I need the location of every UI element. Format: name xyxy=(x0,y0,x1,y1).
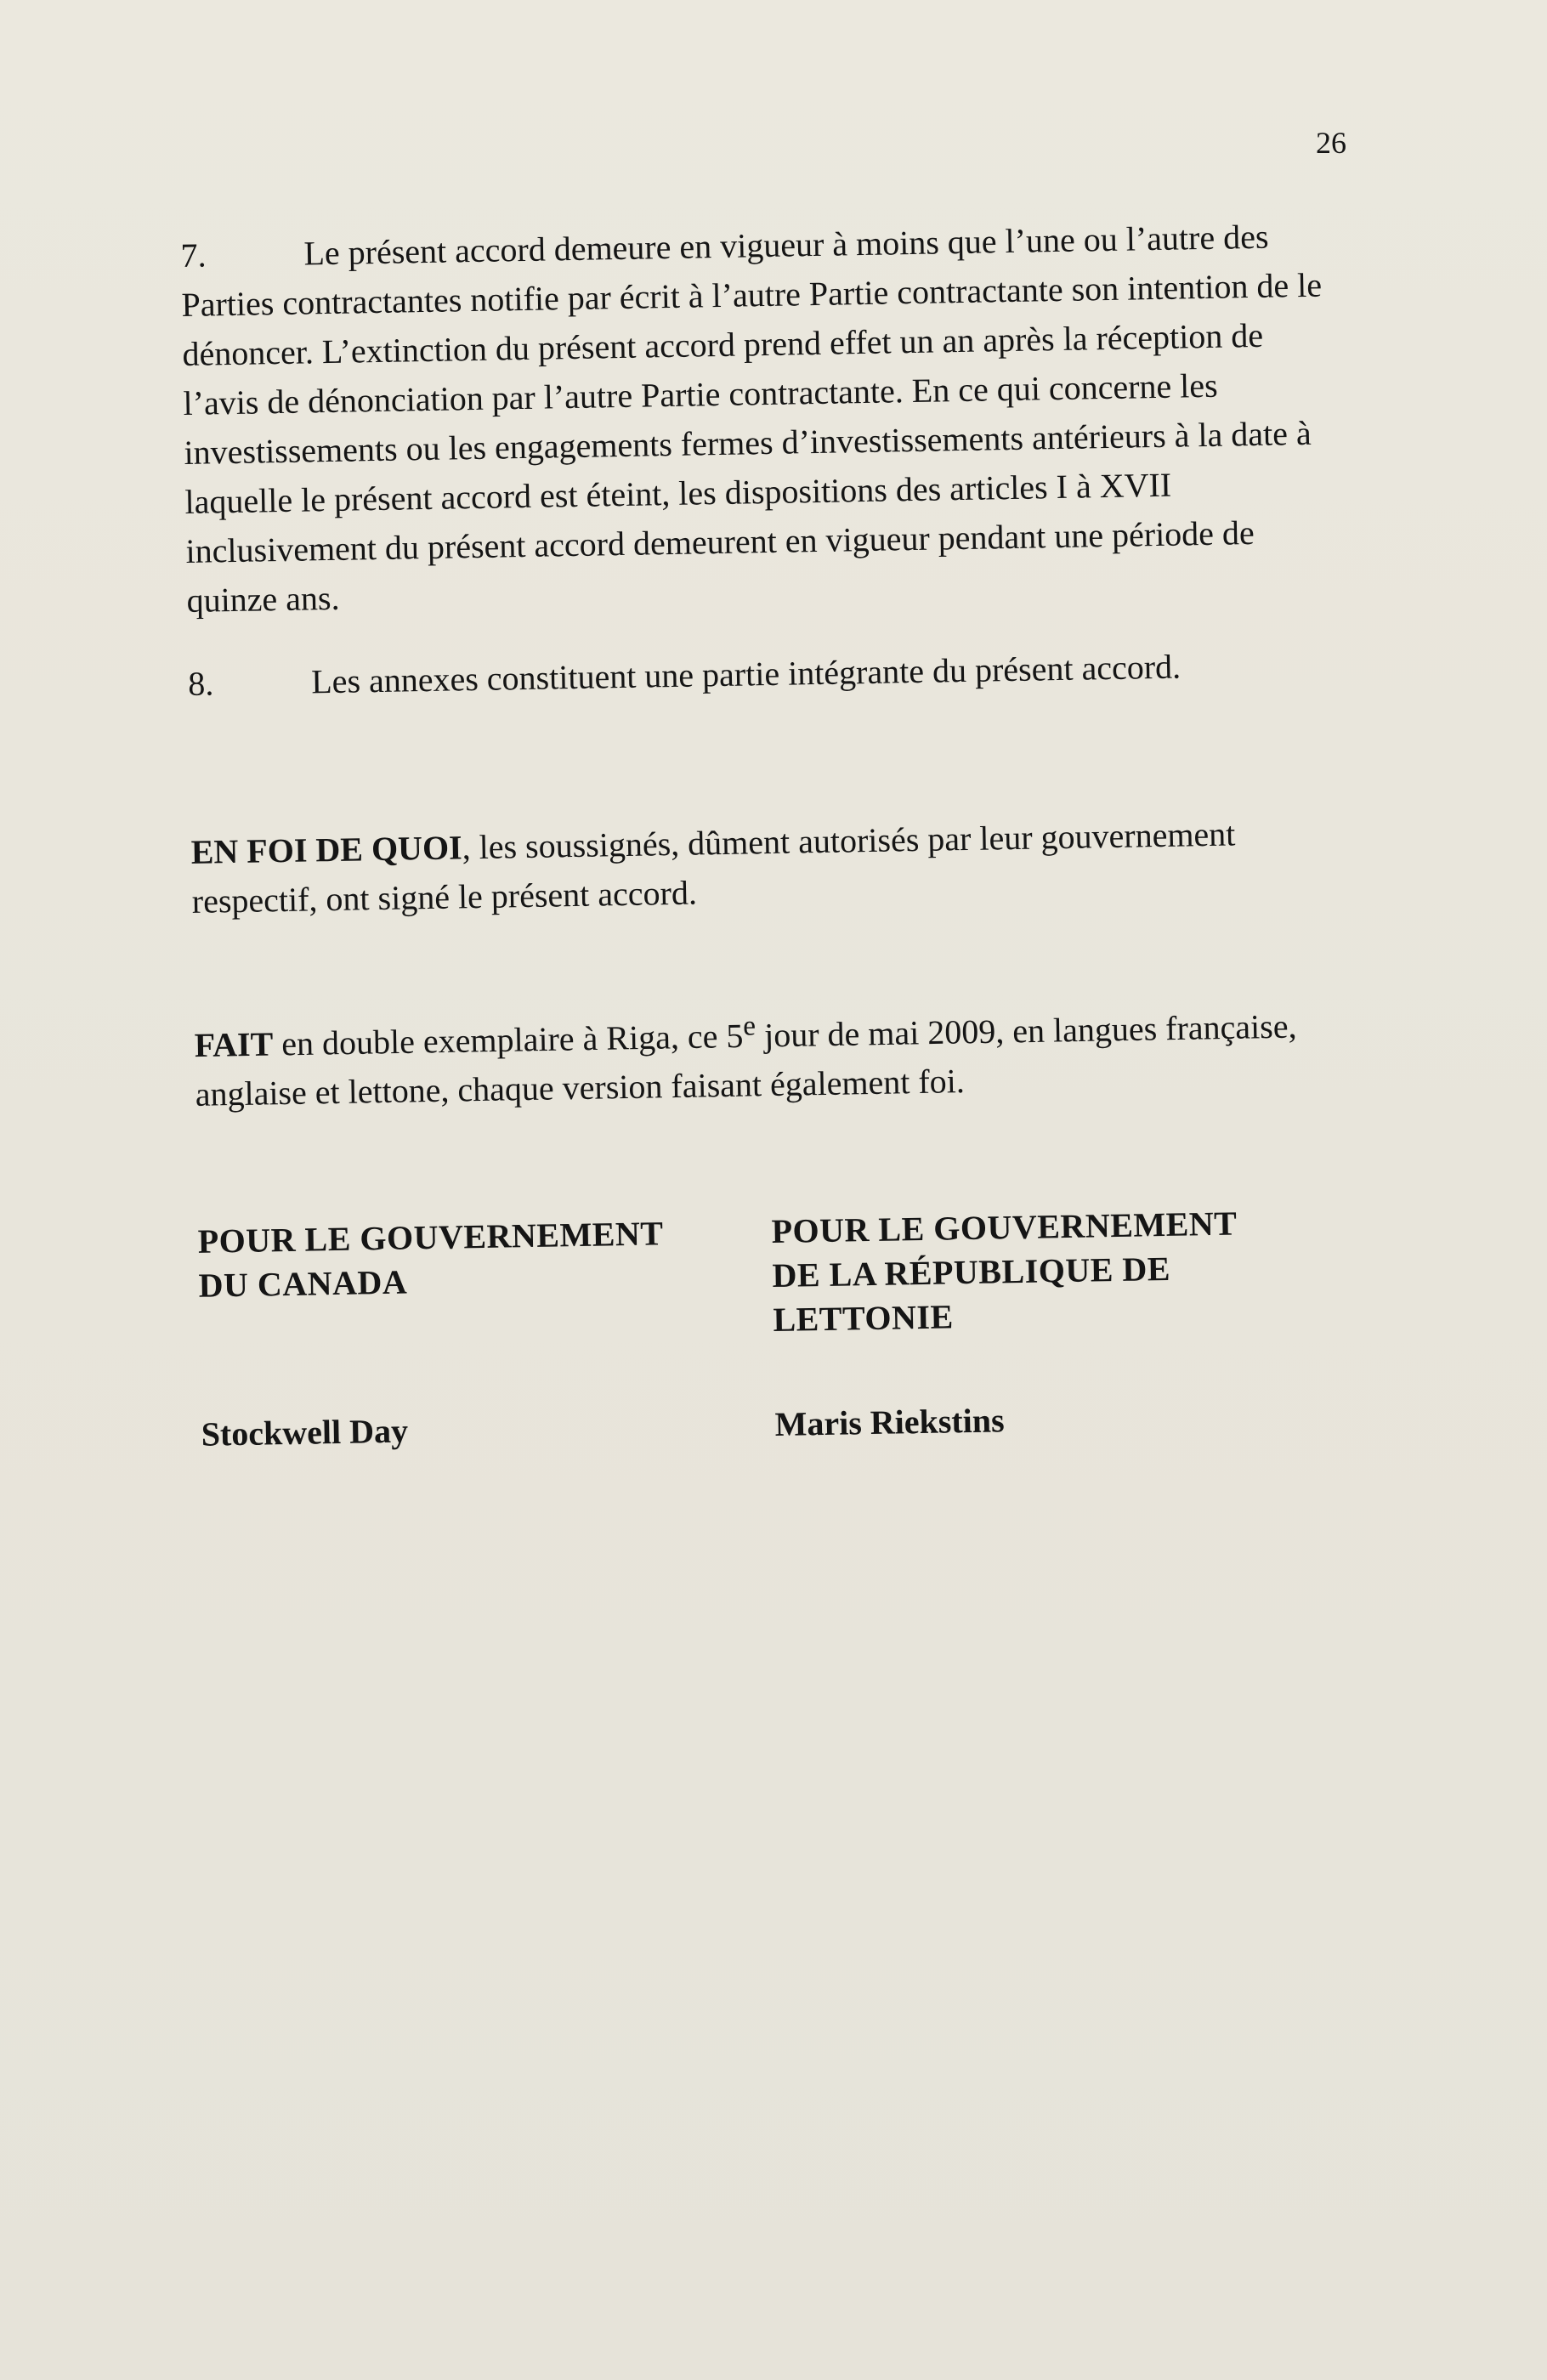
page-number: 26 xyxy=(1316,126,1346,160)
document-body xyxy=(180,211,1349,1459)
signature-block xyxy=(197,1200,1349,1460)
paragraph-number: 7. xyxy=(180,235,207,275)
witness-text: , les soussignés, dûment autorisés par leur gouvernement respectif, ont signé le présent accord. xyxy=(191,814,1236,921)
done-text-after: jour de mai 2009, en langues française, anglaise et lettone, chaque version faisant également foi. xyxy=(195,1006,1297,1114)
signatory-name-latvia: Maris Riekstins xyxy=(774,1401,1005,1444)
paragraph-text: Le présent accord demeure en vigueur à moins que l’une ou l’autre des Parties contractantes notifie par écrit à l’autre Partie contractante son intention de le dénoncer. L’extinction du présent accord prend effet un an après la réception de l’avis de dénonciation par l’autre Partie contractante. En ce qui concerne les investissements ou les engagements fermes d’investissements antérieurs à la date à laquelle le présent accord est éteint, les dispositions des articles I à XVII inclusivement du présent accord demeurent en vigueur pendant une période de quinze ans. xyxy=(181,217,1323,620)
paragraph-text: Les annexes constituent une partie intégrante du présent accord. xyxy=(310,647,1182,701)
done-superscript: e xyxy=(742,1010,756,1042)
signature-heading-latvia: POUR LE GOUVERNEMENT DE LA RÉPUBLIQUE DE LETTONIE xyxy=(771,1204,1238,1340)
signature-heading-canada: POUR LE GOUVERNEMENT DU CANADA xyxy=(197,1214,664,1306)
done-text-before: en double exemplaire à Riga, ce 5 xyxy=(272,1016,744,1063)
paragraph-number: 8. xyxy=(187,664,214,703)
signatory-name-canada: Stockwell Day xyxy=(201,1411,409,1454)
signature-canada xyxy=(197,1210,775,1459)
done-clause xyxy=(194,991,1343,1119)
paragraph-7 xyxy=(180,211,1334,625)
done-heading: FAIT xyxy=(194,1024,274,1065)
signature-latvia xyxy=(771,1200,1349,1450)
witness-heading: EN FOI DE QUOI xyxy=(190,828,463,871)
